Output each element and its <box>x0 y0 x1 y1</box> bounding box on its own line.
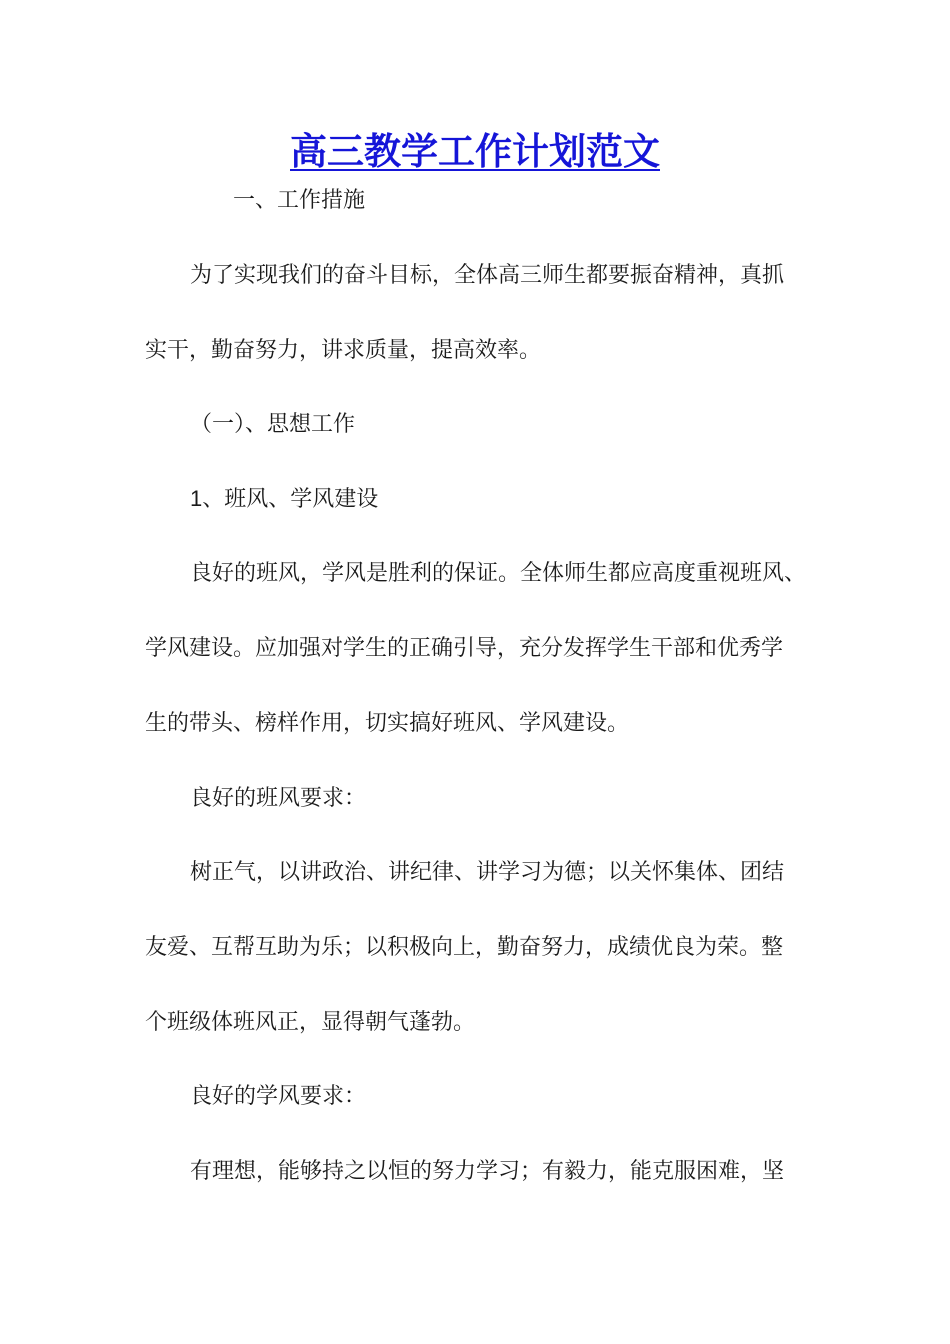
paragraph-line: 生的带头、榜样作用，切实搞好班风、学风建设。 <box>145 711 630 736</box>
paragraph-line: 为了实现我们的奋斗目标，全体高三师生都要振奋精神，真抓 <box>190 263 785 288</box>
paragraph-line: 良好的班风，学风是胜利的保证。全体师生都应高度重视班风、 <box>190 561 807 586</box>
paragraph-line: 友爱、互帮互助为乐；以积极向上，勤奋努力，成绩优良为荣。整 <box>145 935 784 960</box>
paragraph-line: 良好的班风要求： <box>190 786 367 811</box>
subsection-heading: （一）、思想工作 <box>190 412 356 437</box>
paragraph-line: 实干，勤奋努力，讲求质量，提高效率。 <box>145 338 542 363</box>
document-title[interactable]: 高三教学工作计划范文 <box>290 129 660 173</box>
item-heading: 1、班风、学风建设 <box>190 486 379 511</box>
paragraph-line: 学风建设。应加强对学生的正确引导，充分发挥学生干部和优秀学 <box>145 636 784 661</box>
section-heading: 一、工作措施 <box>233 188 366 213</box>
paragraph-line: 有理想，能够持之以恒的努力学习；有毅力，能克服困难，坚 <box>190 1159 785 1184</box>
paragraph-line: 树正气，以讲政治、讲纪律、讲学习为德；以关怀集体、团结 <box>190 860 785 885</box>
paragraph-line: 良好的学风要求： <box>190 1084 367 1109</box>
paragraph-line: 个班级体班风正，显得朝气蓬勃。 <box>145 1010 476 1035</box>
